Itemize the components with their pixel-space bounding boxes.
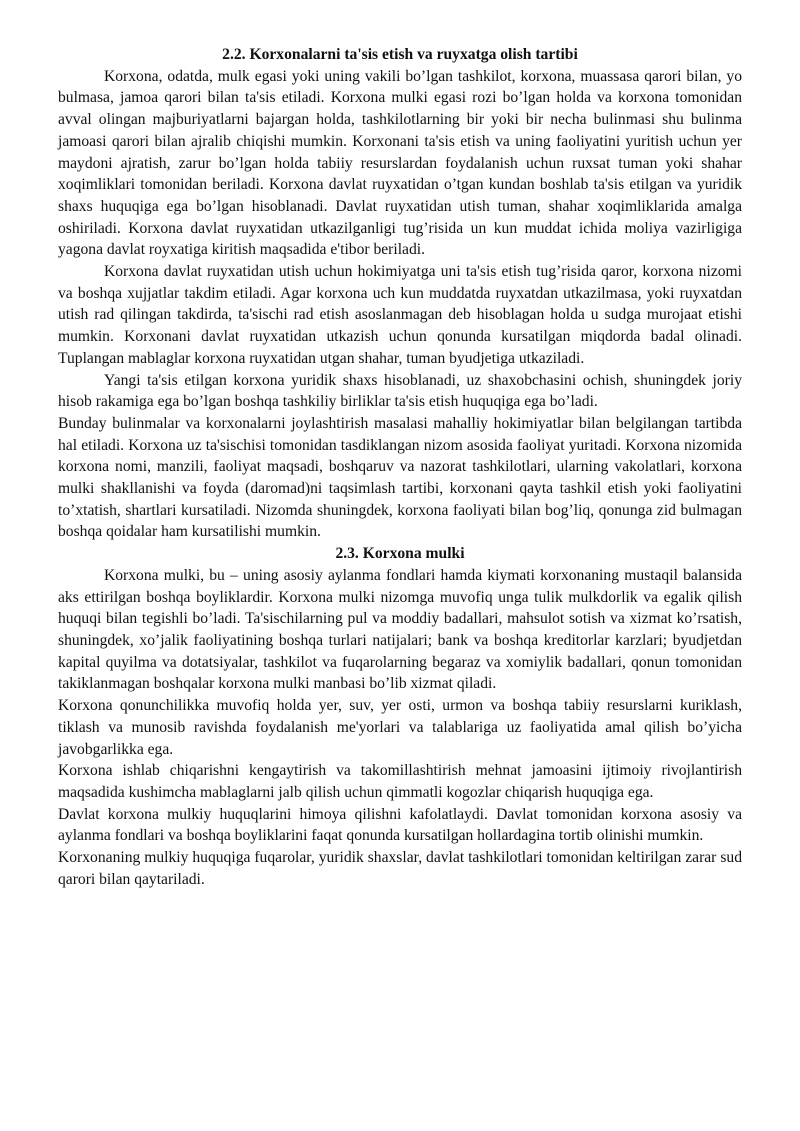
paragraph: Davlat korxona mulkiy huquqlarini himoya qilishni kafolatlaydi. Davlat tomonidan korxona asosiy va aylanma fondlari va boshqa boyliklarini faqat qonunda kursatilgan hollardagina tortib olinishi mumkin. xyxy=(58,805,742,845)
paragraph: Korxona qonunchilikka muvofiq holda yer, suv, yer osti, urmon va boshqa tabiiy resurslarni kuriklash, tiklash va munosib ravishda foydalanish me'yorlari va talablariga uz faoliyatida amal qilish bo’yicha javobgarlikka ega. xyxy=(58,697,742,758)
paragraph: Korxona davlat ruyxatidan utish uchun hokimiyatga uni ta'sis etish tug’risida qaror, korxona nizomi va boshqa xujjatlar takdim etiladi. Agar korxona uch kun muddatda ruyxatdan utkazilmasa, yoki ruyxatdan utish rad qilingan takdirda, ta'sischi rad etish asoslanmagan deb hisoblagan holda u sudga murojaat etishi mumkin. Korxonani davlat ruyxatidan utkazish uchun qonunda kursatilgan miqdorda badal olinadi. Tuplangan mablaglar korxona ruyxatidan utgan shahar, tuman byudjetiga utkaziladi. xyxy=(58,263,742,367)
section-title-2-3: 2.3. Korxona mulki xyxy=(335,545,465,563)
paragraph: Korxona ishlab chiqarishni kengaytirish va takomillashtirish mehnat jamoasini ijtimoiy rivojlantirish maqsadida kushimcha mablaglarni jalb qilish uchun qimmatli kogozlar chiqarish huquqiga ega. xyxy=(58,762,742,801)
document-page xyxy=(58,44,742,890)
paragraph: Korxona mulki, bu – uning asosiy aylanma fondlari hamda kiymati korxonaning mustaqil balansida aks ettirilgan boshqa boyliklardir. Korxona mulki nizomga muvofiq unga tulik mulkdorlik va egalik qilish huquqi bilan tegishli bo’ladi. Ta'sischilarning pul va moddiy badallari, mahsulot sotish va xizmat ko’rsatish, shuningdek, xo’jalik faoliyatining boshqa turlari natijalari; bank va boshqa kreditorlar karzlari; byudjetdan kapital quyilma va dotatsiyalar, tashkilot va fuqarolarning begaraz va xomiylik badallari, qonun tomonidan takiklanmagan boshqalar korxona mulki manbasi bo’lib xizmat qiladi. xyxy=(58,566,742,693)
section-title-2-2: 2.2. Korxonalarni ta'sis etish va ruyxatga olish tartibi xyxy=(222,46,578,63)
paragraph: Korxonaning mulkiy huquqiga fuqarolar, yuridik shaxslar, davlat tashkilotlari tomonidan keltirilgan zarar sud qarori bilan qaytariladi. xyxy=(58,849,742,888)
paragraph: Bunday bulinmalar va korxonalarni joylashtirish masalasi mahalliy hokimiyatlar bilan belgilangan tartibda hal etiladi. Korxona uz ta'sischisi tomonidan tasdiklangan nizom asosida faoliyat yuritadi. Korxona nizomida korxona nomi, manzili, faoliyat maqsadi, boshqaruv va nazorat tashkilotlari, ularning vakolatlari, korxona mulki shakllanishi va foyda (daromad)ni taqsimlash tartibi, korxonani qayta tashkil etish yoki faoliyatini to’xtatish, shartlari kursatiladi. Nizomda shuningdek, korxona faoliyati bilan bog’liq, qonunga zid bulmagan boshqa qoidalar ham kursatilishi mumkin. xyxy=(58,414,742,541)
paragraph: Yangi ta'sis etilgan korxona yuridik shaxs hisoblanadi, uz shaxobchasini ochish, shuningdek joriy hisob rakamiga ega bo’lgan boshqa tashkiliy birliklar ta'sis etish huquqiga ega bo’ladi. xyxy=(58,371,742,411)
paragraph: Korxona, odatda, mulk egasi yoki uning vakili bo’lgan tashkilot, korxona, muassasa qarori bilan, yo bulmasa, jamoa qarori bilan ta'sis etiladi. Korxona mulki egasi rozi bo’lgan holda va korxona tomonidan avval olingan majburiyatlarni bajargan holda, tashkilotlarning bir yoki bir necha bulinmasi shu bulinma jamoasi qarori bilan ajralib chiqishi mumkin. Korxonani ta'sis etish va uning faoliyatini yuritish uchun yer maydoni ajratish, zarur bo’lgan holda tabiiy resurslardan foydalanish uchun ruxsat tuman yoki shahar xoqimliklari tomonidan beriladi. Korxona davlat ruyxatidan o’tgan kundan boshlab ta'sis etilgan va yuridik shaxs huquqiga ega bo’lgan hisoblanadi. Davlat ruyxatidan utish tuman, shahar xoqimliklarida amalga oshiriladi. Korxona davlat ruyxatidan utkazilganligi tug’risida un kun muddat ichida moliya vazirligiga yagona davlat royxatiga kiritish maqsadida e'tibor beriladi. xyxy=(58,67,742,259)
